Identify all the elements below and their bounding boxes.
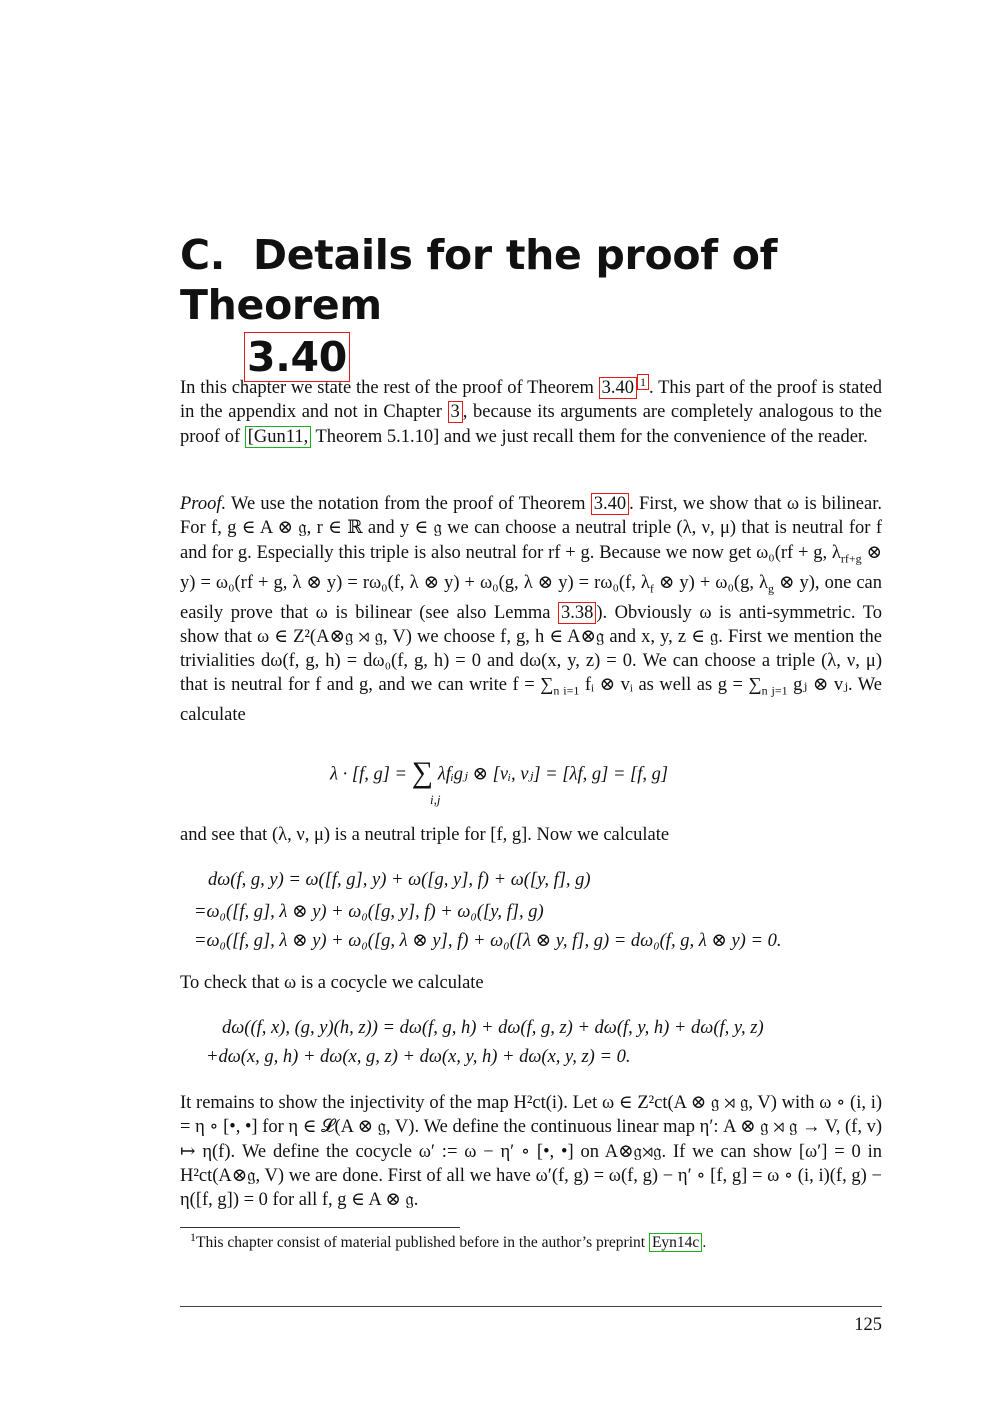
intro-text-1: In this chapter we state the rest of the proof of Theorem [180, 378, 599, 399]
chapter-label: C. [180, 231, 226, 279]
proof-label: Proof. [180, 494, 227, 514]
intro-text-4: Theorem 5.1.10] and we just recall them for the convenience of the reader. [311, 426, 868, 447]
final-paragraph: It remains to show the injectivity of the map H²ct(i). Let ω ∈ Z²ct(A ⊗ 𝔤 ⋊ 𝔤, V) with ω ∘ (i, i) = η ∘ [•, •] for η ∈ 𝓛(A ⊗ 𝔤, V). We define the continuous linear map η′: A ⊗ 𝔤 ⋊ 𝔤 → V, (f, v) ↦ η(f). We define the cocycle ω′ := ω − η′ ∘ [•, •] on A⊗𝔤⋊𝔤. If we can show [ω′] = 0 in H²ct(A⊗𝔤, V) we are done. First of all we have ω′(f, g) = ω(f, g) − η′ ∘ [f, g] = ω ∘ (i, i)(f, g) − η([f, g]) = 0 for all f, g ∈ A ⊗ 𝔤. [180, 1093, 882, 1211]
eq1-lhs: λ · [f, g] = [330, 764, 412, 785]
lemma-link[interactable]: 3.38 [558, 602, 596, 624]
footnote-end: . [702, 1234, 707, 1252]
chapter-title [180, 230, 882, 382]
text-neutral-triple: and see that (λ, ν, μ) is a neutral triple for [f, g]. Now we calculate [180, 825, 670, 845]
sub-g: g [767, 581, 774, 596]
proof-text-8: gⱼ ⊗ vⱼ. We calculate [180, 675, 883, 726]
footnote-divider [180, 1227, 460, 1228]
eq1-rhs: λfᵢgⱼ ⊗ [vᵢ, vⱼ] = [λf, g] = [f, g] [433, 764, 669, 785]
page-number: 125 [854, 1315, 882, 1335]
intro-text-2: . This part of the proof is stated in the appendix and not in Chapter [180, 378, 882, 423]
equation-2-line-3: =ω₀([f, g], λ ⊗ y) + ω₀([g, λ ⊗ y], f) + ω₀([λ ⊗ y, f], g) = dω₀(f, g, λ ⊗ y) = 0. [194, 931, 782, 951]
equation-2-line-2: =ω₀([f, g], λ ⊗ y) + ω₀([g, y], f) + ω₀([y, f], g) [194, 902, 544, 922]
sum-index-j: n j=1 [761, 684, 788, 699]
sub-f: f [649, 581, 654, 596]
eq1-sum-index: i,j [430, 792, 441, 807]
proof-text-1: We use the notation from the proof of Theorem [226, 494, 591, 514]
footer-divider [180, 1306, 882, 1307]
footnote-text: This chapter consist of material published before in the author’s preprint [196, 1234, 649, 1252]
footnote-link[interactable]: 1 [637, 374, 649, 390]
footnote [190, 1230, 706, 1252]
footnote-mark: 1 [190, 1230, 196, 1244]
equation-2-line-1: dω(f, g, y) = ω([f, g], y) + ω([g, y], f) + ω([y, f], g) [208, 870, 591, 890]
theorem-link-intro[interactable]: 3.40 [599, 377, 637, 399]
chapter-link[interactable]: 3 [448, 401, 463, 423]
sub-rfg: rf+g [840, 551, 862, 566]
theorem-link-title[interactable]: 3.40 [244, 332, 350, 382]
intro-text-3: , because its arguments are completely analogous to the proof of [180, 402, 883, 447]
equation-3-line-2: +dω(x, g, h) + dω(x, g, z) + dω(x, y, h) + dω(x, y, z) = 0. [206, 1047, 631, 1067]
sum-symbol: ∑ [411, 756, 434, 789]
proof-text-2: . First, we show that ω is bilinear. For f, g ∈ A ⊗ 𝔤, r ∈ ℝ and y ∈ 𝔤 we can choose a neutral triple (λ, ν, μ) that is neutral for f and for g. Especially this triple is also neutral for rf + g. Because we now get ω₀(rf + g, λ [180, 494, 882, 563]
chapter-title-text: Details for the proof of Theorem [180, 231, 778, 329]
citation-eyn14c[interactable]: Eyn14c [649, 1233, 702, 1252]
proof-text-3: ⊗ y) = ω₀(rf + g, λ ⊗ y) = rω₀(f, λ ⊗ y) + ω₀(g, λ ⊗ y) = rω₀(f, λ [180, 542, 882, 593]
proof-text-6: ). Obviously ω is anti-symmetric. To show that ω ∈ Z²(A⊗𝔤 ⋊ 𝔤, V) we choose f, g, h ∈ A⊗𝔤 and x, y, z ∈ 𝔤. First we mention the trivialities dω(f, g, h) = dω₀(f, g, h) = 0 and dω(x, y, z) = 0. We can choose a triple (λ, ν, μ) that is neutral for f and g, and we can write f = ∑ [180, 602, 882, 696]
page [180, 0, 882, 1414]
equation-3-line-1: dω((f, x), (g, y)(h, z)) = dω(f, g, h) + dω(f, g, z) + dω(f, y, h) + dω(f, y, z) [222, 1018, 764, 1038]
intro-paragraph [180, 370, 882, 449]
proof-text-7: fᵢ ⊗ vᵢ as well as g = ∑ [579, 675, 762, 696]
citation-gun11[interactable]: [Gun11, [245, 426, 311, 448]
text-cocycle: To check that ω is a cocycle we calculate [180, 973, 484, 993]
equation-1 [330, 756, 669, 807]
theorem-link-proof[interactable]: 3.40 [591, 493, 629, 515]
proof-text-5: ⊗ y), one can easily prove that ω is bilinear (see also Lemma [180, 572, 882, 623]
sum-index-i: n i=1 [553, 684, 580, 699]
proof-text-4: ⊗ y) + ω₀(g, λ [653, 572, 768, 593]
proof-paragraph [180, 492, 882, 728]
